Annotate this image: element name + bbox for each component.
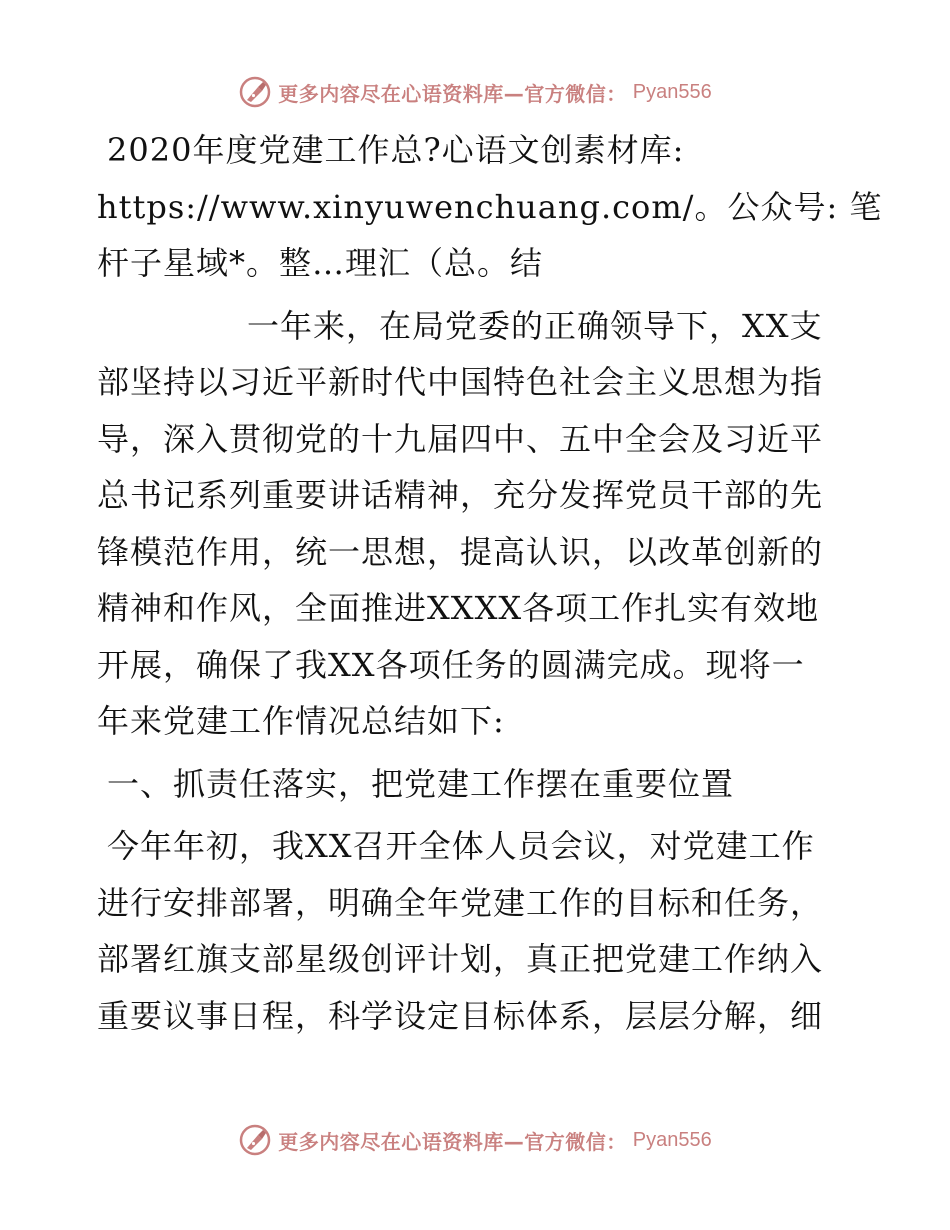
pen-nib-circle-icon (238, 75, 272, 109)
watermark-wechat-id: Pyan556 (632, 1128, 712, 1151)
watermark-banner-top (0, 72, 950, 112)
title-line: https://www.xinyuwenchuang.com/。公众号: 笔 (97, 187, 883, 226)
paragraph-line: 锋模范作用，统一思想，提高认识，以改革创新的 (97, 532, 824, 571)
paragraph-line: 进行安排部署，明确全年党建工作的目标和任务， (97, 883, 824, 922)
pen-nib-circle-icon (238, 1123, 272, 1157)
paragraph-line: 今年年初，我XX召开全体人员会议，对党建工作 (107, 827, 815, 865)
watermark-text: 更多内容尽在心语资料库—官方微信： (278, 1129, 627, 1154)
paragraph-line: 年来党建工作情况总结如下: (97, 702, 505, 740)
title-line: 2020年度党建工作总?心语文创素材库: (107, 131, 685, 169)
watermark-text: 更多内容尽在心语资料库—官方微信： (278, 81, 627, 106)
watermark-wechat-id: Pyan556 (632, 80, 712, 103)
watermark-banner-bottom (0, 1120, 950, 1160)
document-body (97, 122, 883, 1044)
paragraph-line: 开展，确保了我XX各项任务的圆满完成。现将一 (97, 645, 805, 684)
paragraph-line: 一年来，在局党委的正确领导下，XX支 (247, 306, 823, 345)
section-heading: 一、抓责任落实，把党建工作摆在重要位置 (107, 764, 735, 803)
paragraph-line: 精神和作风，全面推进XXXX各项工作扎实有效地 (97, 589, 820, 627)
paragraph-line: 部署红旗支部星级创评计划，真正把党建工作纳入 (97, 940, 824, 978)
paragraph-line: 部坚持以习近平新时代中国特色社会主义思想为指 (97, 363, 824, 401)
title-line: 杆子星域*。整…理汇（总。结 (97, 244, 544, 282)
paragraph-line: 导，深入贯彻党的十九届四中、五中全会及习近平 (97, 419, 824, 458)
paragraph-line: 重要议事日程，科学设定目标体系，层层分解，细 (97, 996, 824, 1035)
paragraph-line: 总书记系列重要讲话精神，充分发挥党员干部的先 (97, 476, 824, 514)
